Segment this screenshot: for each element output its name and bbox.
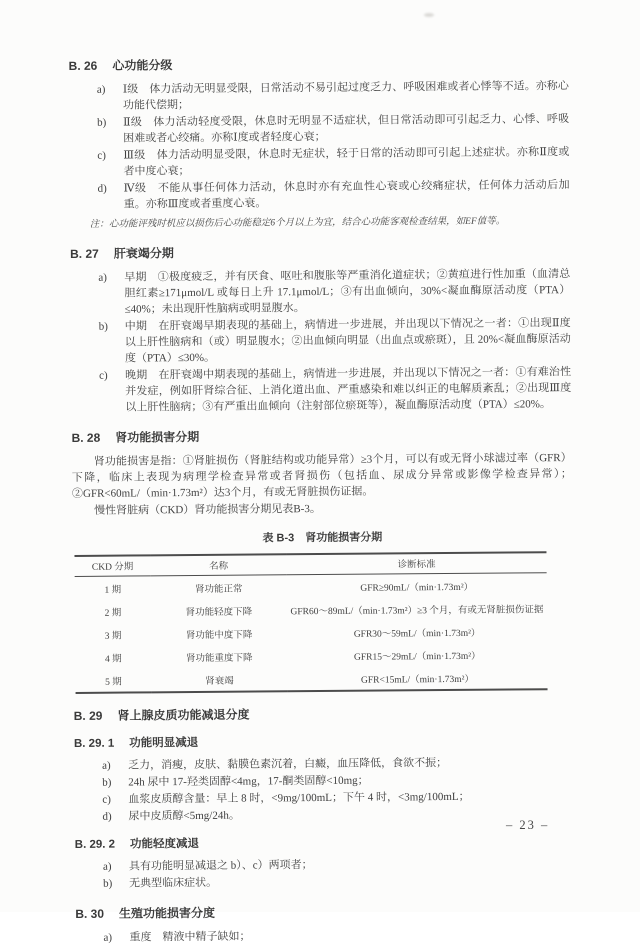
section-title: 心功能分级 (112, 58, 173, 73)
list-item (97, 144, 569, 180)
table-cell: 肾衰竭 (151, 667, 287, 692)
list-item (98, 266, 570, 318)
item-marker: d) (97, 182, 107, 195)
section-b27 (70, 241, 571, 416)
table-cell: 5 期 (75, 668, 151, 693)
section-b26-heading (69, 53, 569, 74)
section-b29 (74, 703, 575, 892)
item-text: 具有功能明显减退之 b）、c）两项者； (128, 859, 313, 873)
item-marker: c) (102, 793, 111, 806)
table-header-ckd-stage: CKD 分期 (74, 555, 150, 576)
item-text: 中期 在肝衰竭早期表现的基础上，病情进一步进展，并出现以下情况之一者：①出现Ⅱ度以上肝性脑病和（或）明显腹水；②出血倾向明显（出血点或瘀斑），且 20%<凝血酶原活动度（PTA）≤30%。 (124, 317, 571, 365)
item-marker: a) (98, 271, 107, 284)
body-paragraph: 慢性肾脏病（CKD）肾功能损害分期见表B-3。 (94, 503, 321, 517)
item-text: 晚期 在肝衰竭中期表现的基础上，病情进一步进展，并出现以下情况之一者：①有难治性并发症，例如肝肾综合征、上消化道出血、严重感染和难以纠正的电解质紊乱；②出现Ⅲ度以上肝性脑病；③有严重出血倾向（注射部位瘀斑等），凝血酶原活动度（PTA）≤20%。 (125, 366, 572, 414)
section-b30 (75, 901, 575, 946)
section-number: B. 26 (68, 58, 98, 73)
table-cell: 肾功能正常 (194, 584, 243, 595)
b30-item-list (75, 926, 575, 946)
list-item (97, 111, 569, 147)
section-number: B. 30 (75, 906, 105, 921)
section-b29-1-heading (74, 731, 574, 751)
table-cell: 3 期 (104, 631, 122, 642)
page-number: – 23 – (506, 818, 550, 832)
item-text: 血浆皮质醇含量：早上 8 时，<9mg/100mL；下午 4 时，<3mg/100mL； (128, 790, 470, 806)
section-b30-heading (75, 901, 575, 922)
list-item (103, 926, 575, 946)
section-b29-heading (74, 703, 574, 724)
list-item (98, 177, 570, 213)
item-text: 重度 精液中精子缺如； (129, 930, 251, 944)
table-cell: GFR≥90mL/（min·1.73m²） (360, 582, 474, 594)
section-b26 (69, 53, 570, 232)
item-text: 尿中皮质醇<5mg/24h。 (128, 809, 240, 823)
item-marker: c) (97, 149, 106, 162)
section-number: B. 28 (71, 430, 101, 445)
section-b28 (71, 425, 573, 694)
section-number: B. 29. 1 (73, 737, 115, 750)
table-cell: 肾功能轻度下降 (185, 607, 253, 618)
list-item (103, 872, 575, 892)
footnote: 注：心功能评残时机应以损伤后心功能稳定6个月以上为宜，结合心功能客观检查结果，如EF值等。 (89, 216, 506, 230)
item-marker: a) (102, 860, 112, 873)
item-text: Ⅲ级 体力活动明显受限，休息时无症状，轻于日常的活动即可引起上述症状。亦称Ⅱ度或者中度心衰； (123, 146, 570, 178)
list-item (102, 805, 574, 825)
section-title: 生殖功能损害分度 (118, 905, 216, 921)
section-title: 功能明显减退 (129, 736, 199, 750)
b29-1-item-list (74, 754, 575, 825)
body-paragraph: 肾功能损害是指：①肾脏损伤（肾脏结构或功能异常）≥3个月，可以有或无肾小球滤过率（GFR）下降，临床上表现为病理学检查异常或者肾损伤（包括血、尿成分异常或影像学检查异常）；②GFR<60mL/（min·1.73m²）达3个月，有或无肾脏损伤证据。 (71, 452, 572, 500)
item-marker: a) (102, 759, 111, 772)
item-text: 早期 ①极度疲乏，并有厌食、呕吐和腹胀等严重消化道症状；②黄疸进行性加重（血清总胆红素≥171μmol/L 或每日上升 17.1μmol/L；③有出血倾向，30%<凝血酶原活动度（PTA）≤40%；未出现肝性脑病或明显腹水。 (124, 268, 571, 316)
table-cell: GFR30～59mL/（min·1.73m²） (353, 628, 481, 640)
section-b27-heading (70, 241, 570, 262)
b29-2-item-list (75, 855, 575, 892)
item-text: 无典型临床症状。 (129, 876, 218, 890)
section-title: 肾上腺皮质功能减退分度 (117, 707, 250, 723)
scan-artifact (424, 13, 434, 17)
item-marker: b) (103, 877, 113, 890)
item-text: 24h 尿中 17-羟类固醇<4mg，17-酮类固醇<10mg； (128, 774, 369, 789)
list-item (97, 78, 569, 114)
item-text: 乏力，消瘦，皮肤、黏膜色素沉着，白癜，血压降低，食欲不振； (128, 757, 448, 772)
item-marker: b) (97, 116, 107, 129)
item-marker: b) (102, 776, 112, 789)
table-header-name: 名称 (150, 554, 286, 576)
item-text: Ⅱ级 体力活动轻度受限，休息时无明显不适症状，但日常活动即可引起乏力、心悸、呼吸困难或者心绞痛。亦称Ⅰ度或者轻度心衰； (123, 113, 570, 145)
table-cell: GFR<15mL/（min·1.73m²） (287, 665, 547, 691)
section-number: B. 27 (70, 246, 99, 261)
kidney-function-stage-table (74, 551, 547, 694)
table-cell: 肾功能中度下降 (185, 630, 253, 641)
item-marker: a) (96, 83, 106, 96)
table-cell: 肾功能重度下降 (185, 653, 253, 664)
table-cell: 4 期 (104, 654, 122, 665)
list-item (99, 315, 571, 367)
b26-item-list (69, 78, 570, 213)
item-marker: c) (99, 369, 108, 382)
item-marker: a) (103, 931, 113, 944)
item-text: Ⅰ级 体力活动无明显受限，日常活动不易引起过度乏力、呼吸困难或者心悸等不适。亦称心功能代偿期； (122, 80, 569, 112)
item-marker: d) (102, 810, 112, 823)
table-title: 表 B-3 肾功能损害分期 (262, 531, 383, 545)
table-header-criteria: 诊断标准 (286, 552, 546, 575)
section-b28-heading (71, 425, 571, 446)
table-cell: 1 期 (104, 585, 122, 596)
item-marker: b) (98, 320, 108, 333)
b27-item-list (70, 266, 571, 416)
section-b29-2-heading (75, 832, 575, 852)
table-cell: GFR60～89mL/（min·1.73m²）≥3 个月，有或无肾脏损伤证据 (290, 604, 544, 617)
list-item (99, 364, 571, 416)
page-content (68, 40, 575, 947)
table-row (75, 665, 547, 693)
section-title: 功能轻度减退 (129, 837, 200, 851)
section-title: 肝衰竭分期 (113, 246, 174, 261)
item-text: Ⅳ级 不能从事任何体力活动，休息时亦有充血性心衰或心绞痛症状，任何体力活动后加重。亦称Ⅲ度或者重度心衰。 (123, 179, 570, 211)
table-cell: GFR15～29mL/（min·1.73m²） (353, 651, 481, 663)
section-number: B. 29 (73, 708, 103, 723)
section-number: B. 29. 2 (74, 838, 116, 851)
table-cell: 2 期 (104, 608, 122, 619)
section-title: 肾功能损害分期 (115, 429, 200, 445)
